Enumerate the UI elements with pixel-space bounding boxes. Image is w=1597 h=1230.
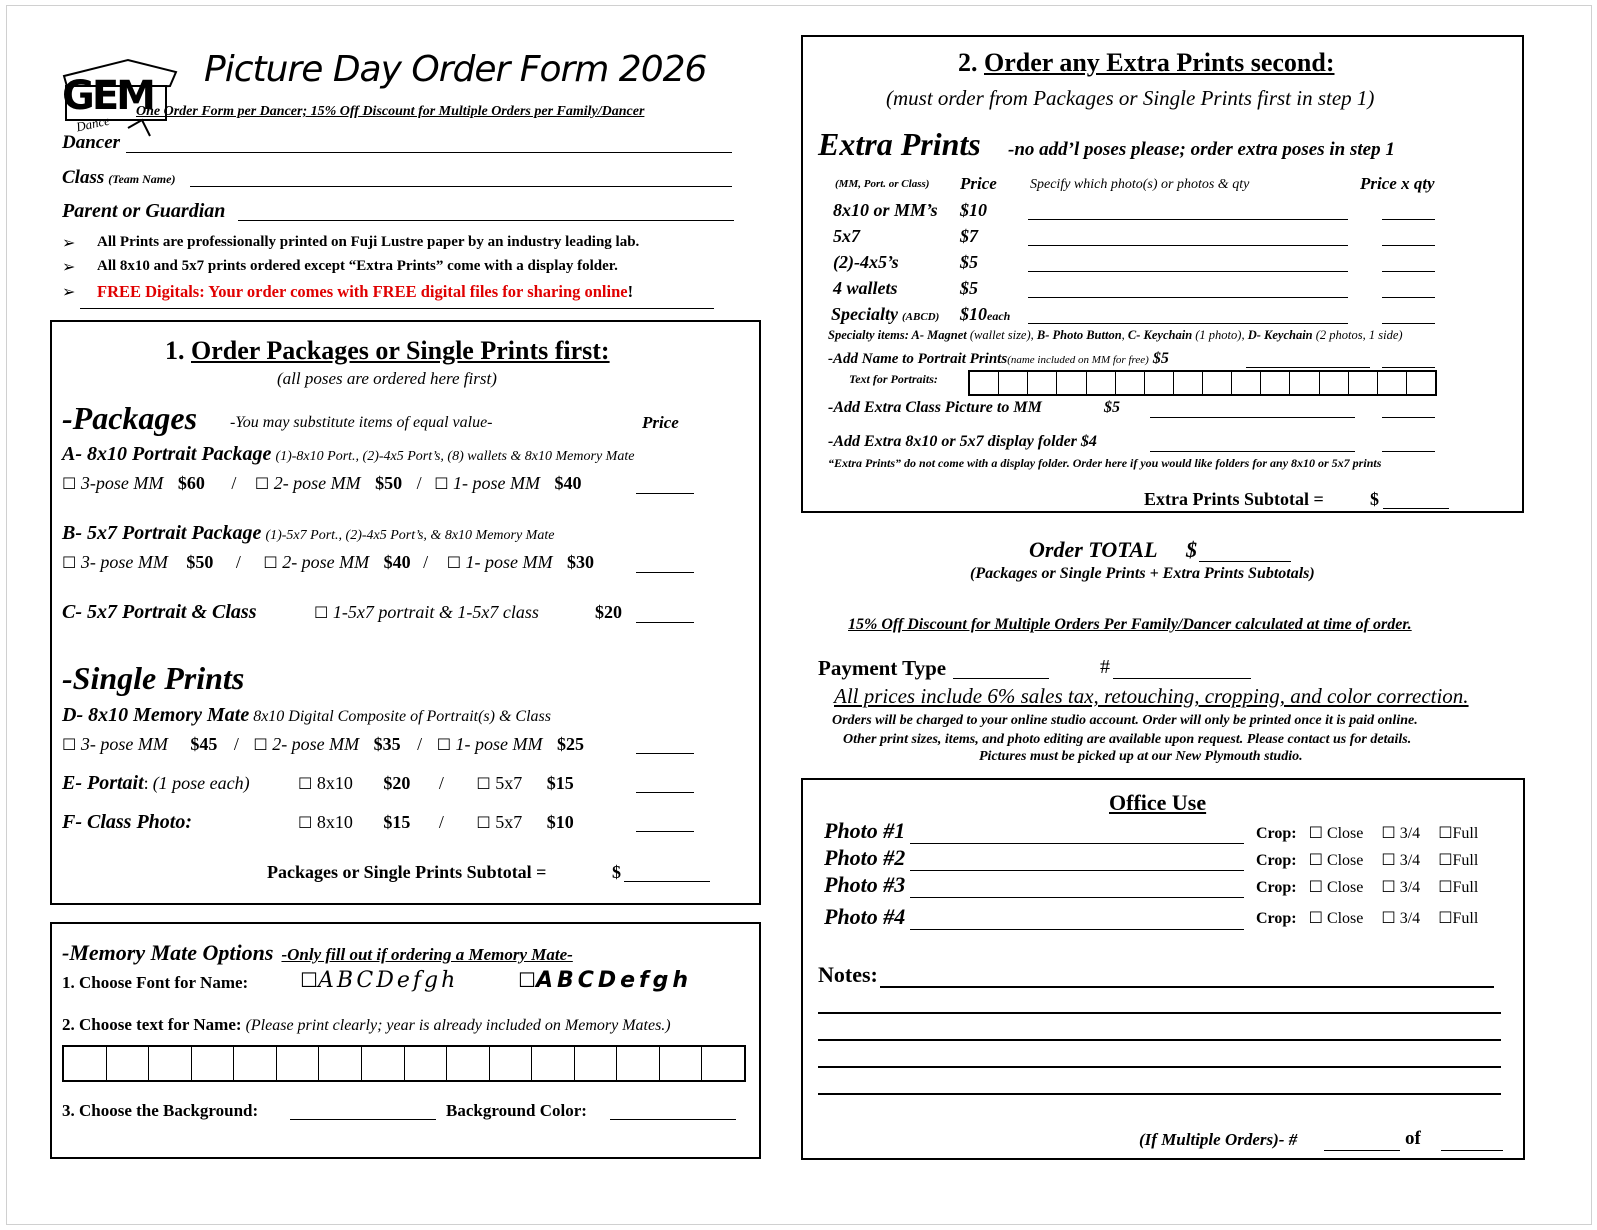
specialty-item-c-note: (1 photo), — [1192, 328, 1248, 342]
extra-prints-note: -no add’l poses please; order extra poses in step 1 — [1008, 139, 1395, 160]
option-sep: / — [231, 473, 237, 493]
packages-subtotal-field[interactable] — [624, 881, 710, 882]
add-class-label: -Add Extra Class Picture to MM — [828, 399, 1042, 416]
crop-row — [1256, 908, 1478, 928]
letter-cell[interactable] — [149, 1047, 192, 1080]
extra-row-item: 8x10 or MM’s — [833, 200, 938, 220]
extra-row-price: $10 — [960, 200, 987, 220]
crop-full-checkbox[interactable]: ☐ — [1438, 908, 1453, 927]
option-d2-label: 2- pose MM — [272, 734, 360, 754]
dancer-label: Dancer — [62, 132, 121, 153]
bullet-arrow-2: ➢ — [62, 257, 76, 276]
checkbox-d2[interactable]: ☐ — [253, 735, 268, 754]
crop-close-label: Close — [1326, 879, 1364, 896]
portrait-cell[interactable] — [1349, 372, 1378, 394]
order-note-2: Other print sizes, items, and photo editing are available upon request. Please contact us for details. — [843, 732, 1412, 747]
specialty-label: Specialty — [831, 304, 898, 324]
class-sublabel: (Team Name) — [108, 172, 176, 186]
font-choice-label: 1. Choose Font for Name: — [62, 973, 249, 992]
background-color-field[interactable] — [610, 1119, 736, 1120]
add-class-total[interactable] — [1382, 417, 1435, 418]
option-sep: / — [416, 473, 422, 493]
photo-label: Photo #2 — [824, 845, 906, 870]
option-a3-price: $40 — [554, 473, 582, 493]
option-e1-label: 8x10 — [316, 773, 353, 793]
specialty-specify[interactable] — [1028, 323, 1348, 324]
bullet-2: All 8x10 and 5x7 prints ordered except “Extra Prints” come with a display folder. — [97, 258, 618, 274]
order-total-field[interactable] — [1199, 561, 1291, 562]
extra-row-price: $5 — [960, 278, 978, 298]
crop-34-label: 3/4 — [1399, 825, 1421, 842]
payment-type-label: Payment Type — [818, 656, 947, 680]
option-sep: / — [417, 734, 423, 754]
single-f-total[interactable] — [636, 831, 694, 832]
single-d-desc: 8x10 Digital Composite of Portrait(s) & Class — [253, 708, 551, 725]
notes-line[interactable] — [818, 1093, 1501, 1095]
section2-title: Order any Extra Prints second: — [984, 48, 1335, 77]
order-total-dollar: $ — [1186, 537, 1197, 562]
payment-type-field[interactable] — [953, 678, 1049, 679]
checkbox-b3[interactable]: ☐ — [446, 553, 462, 572]
option-b1-label: 3- pose MM — [80, 552, 168, 572]
portrait-cell[interactable] — [1087, 372, 1116, 394]
multiple-orders-label: (If Multiple Orders)- # — [1139, 1130, 1298, 1149]
crop-close-checkbox[interactable]: ☐ — [1308, 850, 1323, 869]
extra-row-total[interactable] — [1382, 219, 1435, 220]
add-folder-label: -Add Extra 8x10 or 5x7 display folder $4 — [828, 433, 1097, 450]
col-price: Price — [960, 174, 997, 193]
option-sep: / — [235, 552, 241, 572]
photo-field[interactable] — [910, 929, 1244, 930]
extra-subtotal-label: Extra Prints Subtotal = — [1144, 489, 1324, 509]
single-e-total[interactable] — [636, 792, 694, 793]
checkbox-a1[interactable]: ☐ — [62, 474, 77, 493]
section2-num: 2. — [958, 48, 978, 77]
single-e-options — [298, 773, 574, 794]
portrait-cell[interactable] — [1261, 372, 1290, 394]
letter-cell[interactable] — [617, 1047, 660, 1080]
crop-close-checkbox[interactable]: ☐ — [1308, 908, 1323, 927]
option-a1-label: 3-pose MM — [80, 473, 164, 493]
crop-label: Crop: — [1256, 910, 1297, 927]
extra-subtotal-field[interactable] — [1383, 508, 1449, 509]
checkbox-d1[interactable]: ☐ — [62, 735, 77, 754]
letter-cell[interactable] — [234, 1047, 277, 1080]
portrait-cell[interactable] — [1290, 372, 1319, 394]
order-total-label: Order TOTAL — [1029, 537, 1158, 562]
extra-row-specify[interactable] — [1028, 271, 1348, 272]
crop-full-checkbox[interactable]: ☐ — [1438, 877, 1453, 896]
font-option-b[interactable] — [518, 968, 692, 993]
portrait-cell[interactable] — [1145, 372, 1174, 394]
crop-full-checkbox[interactable]: ☐ — [1438, 850, 1453, 869]
option-b3-label: 1- pose MM — [465, 552, 553, 572]
extra-row-total[interactable] — [1382, 271, 1435, 272]
payment-hash: # — [1100, 656, 1110, 678]
portrait-cell[interactable] — [1320, 372, 1349, 394]
bullet-1: All Prints are professionally printed on Fuji Lustre paper by an industry leading lab. — [97, 234, 640, 250]
letter-cell[interactable] — [405, 1047, 448, 1080]
crop-34-label: 3/4 — [1399, 910, 1421, 927]
logo-sub: Dance — [74, 112, 112, 135]
crop-full-label: Full — [1452, 879, 1479, 896]
letter-cell[interactable] — [532, 1047, 575, 1080]
crop-34-checkbox[interactable]: ☐ — [1381, 823, 1396, 842]
free-digitals-bullet — [97, 282, 633, 302]
specialty-items — [828, 328, 1403, 343]
folder-note: “Extra Prints” do not come with a display folder. Order here if you would like folders for any 8x10 or 5x7 prints — [828, 456, 1382, 470]
option-b2-label: 2- pose MM — [282, 552, 370, 572]
discount-note: 15% Off Discount for Multiple Orders Per Family/Dancer calculated at time of order. — [848, 616, 1412, 633]
photo-field[interactable] — [910, 870, 1244, 871]
package-c-total[interactable] — [636, 622, 694, 623]
option-f2-label: 5x7 — [495, 812, 523, 832]
option-a2-price: $50 — [375, 473, 403, 493]
option-sep: / — [423, 552, 429, 572]
letter-cell[interactable] — [362, 1047, 405, 1080]
font-option-a[interactable] — [300, 968, 458, 993]
single-d-heading — [62, 704, 551, 727]
memory-mate-note: -Only fill out if ordering a Memory Mate- — [281, 945, 573, 964]
crop-label: Crop: — [1256, 825, 1297, 842]
packages-subtotal-label: Packages or Single Prints Subtotal = — [267, 862, 547, 882]
add-folder-total[interactable] — [1382, 451, 1435, 452]
option-f1-label: 8x10 — [316, 812, 353, 832]
single-f-title: F- Class Photo: — [62, 811, 193, 833]
option-sep: / — [233, 734, 239, 754]
letter-cell[interactable] — [575, 1047, 618, 1080]
specialty-each: each — [987, 309, 1011, 323]
portrait-cell[interactable] — [1174, 372, 1203, 394]
checkbox-d3[interactable]: ☐ — [436, 735, 452, 754]
checkbox-e1[interactable]: ☐ — [298, 774, 313, 793]
notes-line[interactable] — [818, 1039, 1501, 1041]
add-class-specify[interactable] — [1150, 417, 1355, 418]
specialty-item-d-note: (2 photos, 1 side) — [1312, 328, 1403, 342]
extra-row-specify[interactable] — [1028, 219, 1348, 220]
checkbox-b2[interactable]: ☐ — [263, 553, 278, 572]
extra-row-item: 5x7 — [833, 226, 860, 246]
multiple-orders-number[interactable] — [1324, 1150, 1400, 1151]
photo-field[interactable] — [910, 897, 1244, 898]
crop-full-label: Full — [1452, 852, 1479, 869]
col-total: Price x qty — [1360, 174, 1435, 193]
text-portraits-label: Text for Portraits: — [849, 372, 938, 386]
checkbox-a2[interactable]: ☐ — [254, 474, 270, 493]
name-text-note: (Please print clearly; year is already included on Memory Mates.) — [245, 1017, 671, 1034]
portrait-cell[interactable] — [1203, 372, 1232, 394]
header-rule — [80, 308, 714, 309]
option-d1-price: $45 — [190, 734, 218, 754]
section2-sub: (must order from Packages or Single Prints first in step 1) — [886, 86, 1375, 110]
crop-row — [1256, 823, 1478, 843]
option-b1-price: $50 — [186, 552, 214, 572]
specialty-item-d: D- Keychain — [1247, 328, 1313, 342]
multiple-orders-total[interactable] — [1441, 1150, 1503, 1151]
package-a-total[interactable] — [636, 493, 694, 494]
notes-label: Notes: — [818, 962, 878, 987]
add-name-row — [828, 350, 1169, 368]
parent-label: Parent or Guardian — [62, 200, 226, 222]
letter-cell[interactable] — [64, 1047, 107, 1080]
packages-note: -You may substitute items of equal value- — [230, 414, 493, 431]
single-d-title: D- 8x10 Memory Mate — [62, 704, 250, 726]
parent-field[interactable] — [238, 220, 734, 221]
letter-cell[interactable] — [702, 1047, 744, 1080]
free-digitals-text: FREE Digitals: Your order comes with FREE digital files for sharing online — [97, 282, 628, 301]
option-b3-price: $30 — [567, 552, 595, 572]
add-name-note: (name included on MM for free) — [1007, 354, 1149, 366]
option-b2-price: $40 — [383, 552, 411, 572]
extra-row-specify[interactable] — [1028, 297, 1348, 298]
extra-row-specify[interactable] — [1028, 245, 1348, 246]
section1-heading — [165, 336, 610, 366]
crop-label: Crop: — [1256, 879, 1297, 896]
order-note-3: Pictures must be picked up at our New Plymouth studio. — [979, 749, 1303, 764]
specialty-item-a: Specialty items: A- Magnet — [828, 328, 967, 342]
checkbox-f1[interactable]: ☐ — [298, 813, 313, 832]
specialty-sublabel: (ABCD) — [901, 311, 940, 323]
font-a-sample: ABCDefgh — [317, 968, 459, 993]
section1-title: Order Packages or Single Prints first: — [191, 336, 610, 365]
single-d-options — [62, 734, 584, 755]
package-a-desc: (1)-8x10 Port., (2)-4x5 Port’s, (8) wallets & 8x10 Memory Mate — [275, 449, 635, 464]
option-d2-price: $35 — [373, 734, 401, 754]
add-class-price: $5 — [1104, 399, 1120, 416]
crop-close-checkbox[interactable]: ☐ — [1308, 823, 1323, 842]
portrait-cell[interactable] — [1378, 372, 1407, 394]
package-b-total[interactable] — [636, 572, 694, 573]
photo-label: Photo #3 — [824, 872, 906, 897]
order-note-1: Orders will be charged to your online studio account. Order will only be printed once it is paid online. — [832, 713, 1418, 728]
single-e-heading — [62, 772, 250, 795]
package-c-title: C- 5x7 Portrait & Class — [62, 601, 257, 623]
package-b-desc: (1)-5x7 Port., (2)-4x5 Port’s, & 8x10 Memory Mate — [265, 528, 555, 543]
page-subtitle: One Order Form per Dancer; 15% Off Discount for Multiple Orders per Family/Dancer — [136, 104, 645, 119]
add-folder-specify[interactable] — [1150, 451, 1355, 452]
option-e2-label: 5x7 — [495, 773, 523, 793]
add-name-total[interactable] — [1382, 367, 1435, 368]
letter-cell[interactable] — [490, 1047, 533, 1080]
dancer-field[interactable] — [126, 152, 732, 153]
price-heading: Price — [642, 413, 679, 432]
package-b-heading — [62, 522, 554, 545]
specialty-price-cell — [960, 304, 1010, 325]
photo-label: Photo #4 — [824, 904, 906, 929]
specialty-item-c: C- Keychain — [1127, 328, 1193, 342]
office-use-title: Office Use — [1109, 790, 1207, 815]
specialty-item-a-note: (wallet size), — [966, 328, 1037, 342]
option-f2-price: $10 — [546, 812, 574, 832]
class-label: Class — [62, 167, 105, 188]
specialty-price: $10 — [960, 304, 987, 324]
extra-row-price: $7 — [960, 226, 978, 246]
crop-full-label: Full — [1452, 825, 1479, 842]
order-total-sub: (Packages or Single Prints + Extra Prints Subtotals) — [970, 565, 1315, 582]
portrait-cell[interactable] — [999, 372, 1028, 394]
portrait-text-grid[interactable] — [968, 370, 1437, 396]
crop-row — [1256, 850, 1478, 870]
single-f-options — [298, 812, 574, 833]
font-b-sample: ABCDefgh — [535, 968, 693, 993]
option-a1-price: $60 — [177, 473, 205, 493]
single-e-title: E- Portait — [62, 772, 144, 794]
portrait-cell[interactable] — [1028, 372, 1057, 394]
photo-label: Photo #1 — [824, 818, 906, 843]
option-c1-price: $20 — [595, 602, 622, 622]
background-color-label: Background Color: — [446, 1101, 587, 1120]
package-b-options — [62, 552, 594, 573]
memory-mate-heading — [62, 940, 573, 966]
option-sep: / — [438, 812, 444, 832]
crop-label: Crop: — [1256, 852, 1297, 869]
option-c1-label: 1-5x7 portrait & 1-5x7 class — [332, 602, 539, 622]
specialty-item-b: B- Photo Button — [1036, 328, 1122, 342]
portrait-cell[interactable] — [1232, 372, 1261, 394]
option-a3-label: 1- pose MM — [453, 473, 541, 493]
option-e2-price: $15 — [546, 773, 574, 793]
option-d1-label: 3- pose MM — [80, 734, 168, 754]
col-type: (MM, Port. or Class) — [835, 178, 930, 190]
portrait-cell[interactable] — [970, 372, 999, 394]
single-e-colon: : — [143, 773, 149, 793]
packages-subtotal-dollar: $ — [612, 862, 621, 882]
extra-row-total[interactable] — [1382, 297, 1435, 298]
class-field[interactable] — [190, 186, 732, 187]
section1-num: 1. — [165, 336, 185, 365]
name-text-label: 2. Choose text for Name: — [62, 1015, 242, 1034]
specialty-row — [831, 304, 939, 325]
crop-close-checkbox[interactable]: ☐ — [1308, 877, 1323, 896]
crop-34-checkbox[interactable]: ☐ — [1381, 908, 1396, 927]
crop-full-checkbox[interactable]: ☐ — [1438, 823, 1453, 842]
class-row — [62, 167, 175, 189]
extra-subtotal-dollar: $ — [1370, 489, 1379, 509]
extra-row-price: $5 — [960, 252, 978, 272]
bullet-arrow-3: ➢ — [62, 282, 76, 301]
col-specify: Specify which photo(s) or photos & qty — [1030, 177, 1250, 192]
name-letter-grid[interactable] — [62, 1045, 746, 1082]
name-text-row — [62, 1015, 671, 1035]
package-c-option — [314, 602, 539, 623]
single-e-desc: (1 pose each) — [152, 773, 250, 793]
multiple-orders-of: of — [1405, 1128, 1421, 1149]
portrait-cell[interactable] — [1116, 372, 1145, 394]
letter-cell[interactable] — [447, 1047, 490, 1080]
specialty-total[interactable] — [1382, 323, 1435, 324]
notes-line[interactable] — [818, 1012, 1501, 1014]
add-name-price: $5 — [1152, 350, 1169, 367]
crop-34-checkbox[interactable]: ☐ — [1381, 850, 1396, 869]
option-sep: / — [438, 773, 444, 793]
crop-close-label: Close — [1326, 852, 1364, 869]
free-digitals-end: ! — [627, 282, 634, 301]
extra-row-item: 4 wallets — [833, 278, 898, 298]
portrait-cell[interactable] — [1407, 372, 1435, 394]
option-d3-price: $25 — [557, 734, 585, 754]
notes-line[interactable] — [818, 1066, 1501, 1068]
portrait-cell[interactable] — [1057, 372, 1086, 394]
payment-number-field[interactable] — [1113, 678, 1251, 679]
package-a-title: A- 8x10 Portrait Package — [62, 443, 272, 465]
checkbox-c1[interactable]: ☐ — [314, 603, 329, 622]
section1-sub: (all poses are ordered here first) — [277, 369, 497, 388]
add-name-specify[interactable] — [1246, 367, 1370, 368]
photo-field[interactable] — [910, 843, 1244, 844]
checkbox-b1[interactable]: ☐ — [62, 553, 77, 572]
letter-cell[interactable] — [660, 1047, 703, 1080]
option-e1-price: $20 — [383, 773, 411, 793]
letter-cell[interactable] — [107, 1047, 150, 1080]
prices-note: All prices include 6% sales tax, retouching, cropping, and color correction. — [834, 684, 1469, 708]
font-a-checkbox[interactable]: ☐ — [300, 968, 318, 992]
add-name-label: -Add Name to Portrait Prints — [828, 351, 1008, 367]
option-a2-label: 2- pose MM — [273, 473, 361, 493]
package-a-options — [62, 473, 582, 494]
bullet-arrow-1: ➢ — [62, 233, 76, 252]
extra-prints-heading: Extra Prints — [818, 126, 981, 162]
option-d3-label: 1- pose MM — [455, 734, 543, 754]
checkbox-f2[interactable]: ☐ — [476, 813, 491, 832]
background-label: 3. Choose the Background: — [62, 1101, 259, 1120]
letter-cell[interactable] — [319, 1047, 362, 1080]
package-b-title: B- 5x7 Portrait Package — [62, 522, 262, 544]
crop-34-label: 3/4 — [1399, 879, 1421, 896]
single-d-total[interactable] — [636, 753, 694, 754]
logo-text: GEM — [62, 73, 153, 119]
crop-34-label: 3/4 — [1399, 852, 1421, 869]
page-title: Picture Day Order Form 2026 — [204, 49, 707, 90]
section2-heading — [958, 48, 1335, 78]
letter-cell[interactable] — [277, 1047, 320, 1080]
extra-row-total[interactable] — [1382, 245, 1435, 246]
specialty-item-b-note: , — [1121, 328, 1128, 342]
extra-row-item: (2)-4x5’s — [833, 252, 899, 272]
crop-close-label: Close — [1326, 910, 1364, 927]
crop-close-label: Close — [1326, 825, 1364, 842]
checkbox-a3[interactable]: ☐ — [434, 474, 449, 493]
memory-mate-title: -Memory Mate Options — [62, 940, 274, 965]
background-field[interactable] — [290, 1119, 436, 1120]
crop-full-label: Full — [1452, 910, 1479, 927]
crop-row — [1256, 877, 1478, 897]
letter-cell[interactable] — [192, 1047, 235, 1080]
option-f1-price: $15 — [383, 812, 411, 832]
font-b-checkbox[interactable]: ☐ — [518, 968, 536, 992]
checkbox-e2[interactable]: ☐ — [476, 774, 491, 793]
package-a-heading — [62, 443, 634, 466]
packages-heading: -Packages — [62, 400, 198, 436]
notes-line[interactable] — [880, 986, 1494, 988]
crop-34-checkbox[interactable]: ☐ — [1381, 877, 1396, 896]
single-prints-heading: -Single Prints — [62, 660, 245, 696]
